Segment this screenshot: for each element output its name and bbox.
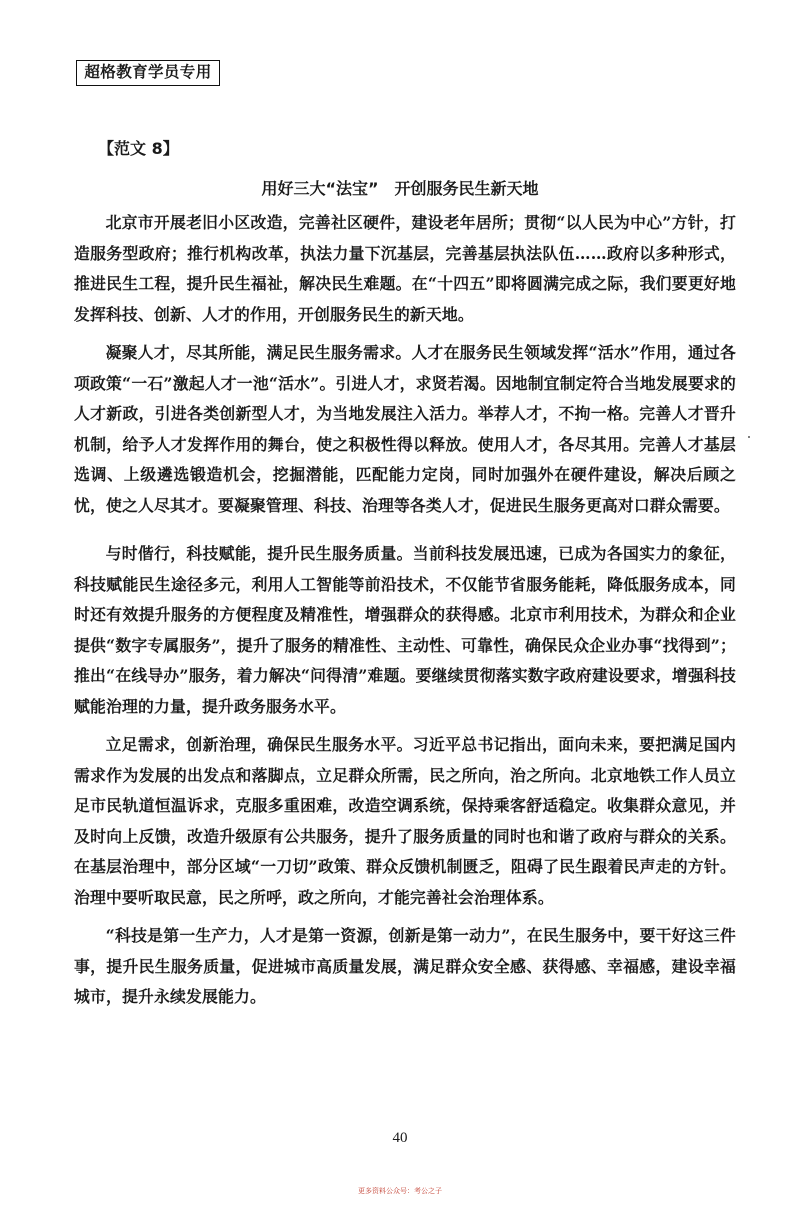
section-label: 【范文 8】 bbox=[98, 139, 179, 158]
paragraph-governance: 立足需求，创新治理，确保民生服务水平。习近平总书记指出，面向未来，要把满足国内需求作为发展的出发点和落脚点，立足群众所需，民之所向，治之所向。北京地铁工作人员立足市民轨道恒温诉求，克服多重困难，改造空调系统，保持乘客舒适稳定。收集群众意见，并及时向上反馈，改造升级原有公共服务，提升了服务质量的同时也和谐了政府与群众的关系。在基层治理中，部分区域“一刀切”政策、群众反馈机制匮乏，阻碍了民生跟着民声走的方针。治理中要听取民意，民之所呼，政之所向，才能完善社会治理体系。 bbox=[74, 735, 736, 907]
article-title: 用好三大“法宝” 开创服务民生新天地 bbox=[261, 179, 539, 198]
paragraph-conclusion: “科技是第一生产力，人才是第一资源，创新是第一动力”，在民生服务中，要干好这三件事，提升民生服务质量，促进城市高质量发展，满足群众安全感、获得感、幸福感，建设幸福城市，提升永续发展能力。 bbox=[74, 926, 736, 1006]
article-body bbox=[74, 208, 736, 1013]
page-number: 40 bbox=[392, 1130, 408, 1146]
watermark-stamp: 超格教育学员专用 bbox=[76, 60, 220, 86]
paragraph-technology: 与时偕行，科技赋能，提升民生服务质量。当前科技发展迅速，已成为各国实力的象征，科技赋能民生途径多元，利用人工智能等前沿技术，不仅能节省服务能耗，降低服务成本，同时还有效提升服务的方便程度及精准性，增强群众的获得感。北京市利用技术，为群众和企业提供“数字专属服务”，提升了服务的精准性、主动性、可靠性，确保民众企业办事“找得到”；推出“在线导办”服务，着力解决“问得清”难题。要继续贯彻落实数字政府建设要求，增强科技赋能治理的力量，提升政务服务水平。 bbox=[74, 544, 736, 716]
scan-speck bbox=[748, 436, 750, 438]
footer-note: 更多资料公众号：考公之子 bbox=[358, 1187, 442, 1195]
paragraph-intro: 北京市开展老旧小区改造，完善社区硬件，建设老年居所；贯彻“以人民为中心”方针，打造服务型政府；推行机构改革，执法力量下沉基层，完善基层执法队伍……政府以多种形式，推进民生工程，提升民生福祉，解决民生难题。在“十四五”即将圆满完成之际，我们要更好地发挥科技、创新、人才的作用，开创服务民生的新天地。 bbox=[74, 213, 736, 324]
paragraph-talent: 凝聚人才，尽其所能，满足民生服务需求。人才在服务民生领域发挥“活水”作用，通过各项政策“一石”激起人才一池“活水”。引进人才，求贤若渴。因地制宜制定符合当地发展要求的人才新政，引进各类创新型人才，为当地发展注入活力。举荐人才，不拘一格。完善人才晋升机制，给予人才发挥作用的舞台，使之积极性得以释放。使用人才，各尽其用。完善人才基层选调、上级遴选锻造机会，挖掘潜能，匹配能力定岗，同时加强外在硬件建设，解决后顾之忧，使之人尽其才。要凝聚管理、科技、治理等各类人才，促进民生服务更高对口群众需要。 bbox=[74, 343, 736, 515]
